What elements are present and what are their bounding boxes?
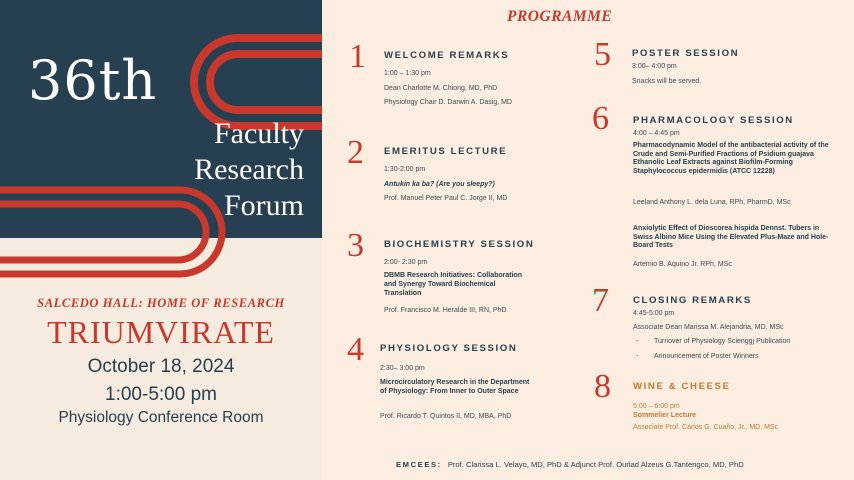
emcees-names: Prof. Clarissa L. Velayo, MD, PhD & Adjunct Prof. Ourlad Alzeus G.Tantengco, MD, PhD [447,460,744,469]
speaker: Prof. Ricardo T. Quintos II, MD, MBA, PhD [380,413,512,420]
edition-label: 36th [28,49,158,112]
item-number: 3 [347,227,364,264]
bullet-item: Turnover of Physiology Scienggj Publication [654,338,791,345]
event-time: 1:00-5:00 pm [105,384,217,405]
item-title: BIOCHEMISTRY SESSION [384,239,535,250]
emcees-line [396,460,744,469]
talk-title-2: Anxiolytic Effect of Dioscorea hispida Dennst. Tubers in Swiss Albino Mice Using the Elevated Plus-Maze and Hole-Board Tests [633,225,829,250]
item-line: Dean Charlotte M. Chiong, MD, PhD [384,85,498,92]
forum-line: Forum [223,189,304,222]
item-number: 1 [349,38,366,75]
forum-line: Research [194,153,304,186]
item-title: EMERITUS LECTURE [384,146,508,157]
speaker: Associate Prof. Carlos G. Cuaño, Jr., MD, MSc [633,424,779,431]
item-number: 5 [594,36,611,73]
item-title: WELCOME REMARKS [384,50,510,61]
bullet-item: Announcement of Poster Winners [654,353,759,360]
speaker: Associate Dean Marissa M. Alejandria, MD, MSc [633,324,784,331]
item-number: 7 [592,282,609,319]
talk-title: Pharmacodynamic Model of the antibacterial activity of the Crude and Semi-Purified Fractions of Psidium guajava Ethanolic Leaf Extracts against Biofilm-Forming Staphylococcus epidermidis (ATCC 12228) [633,142,829,175]
programme-title: PROGRAMME [507,8,613,25]
item-title: WINE & CHEESE [633,381,731,392]
theme-subtitle: SALCEDO HALL: HOME OF RESEARCH [37,296,285,310]
event-date: October 18, 2024 [87,356,235,377]
talk-title: DBMB Research Initiatives: Collaboration and Synergy Toward Biochemical Translation [384,272,523,297]
item-title: PHARMACOLOGY SESSION [633,115,794,126]
item-time: 2:00- 2:30 pm [384,259,428,266]
item-time: 1:00 – 1:30 pm [384,70,431,77]
item-number: 8 [594,368,611,405]
speaker: Leeland Anthony L. dela Luna, RPh, PharmD, MSc [633,199,791,206]
item-time: 4:00 – 4:45 pm [633,130,680,137]
speaker: Prof. Francisco M. Heralde III, RN, PhD [384,307,507,314]
speaker-2: Artemio B. Aquino Jr. RPh, MSc [633,261,732,268]
item-number: 6 [592,100,609,137]
item-note: Snacks will be served. [632,78,702,85]
event-venue: Physiology Conference Room [58,409,264,426]
item-number: 4 [347,331,364,368]
emcees-label: EMCEES: [396,460,442,469]
item-time: 4:45-5:00 pm [633,310,675,317]
item-title: CLOSING REMARKS [633,295,752,306]
bullet-dash: - [636,353,639,360]
bullet-dash: - [636,338,639,345]
forum-title [194,116,304,224]
item-line: Physiology Chair D. Darwin A. Dasig, MD [384,99,512,106]
talk-title: Sommelier Lecture [633,412,697,419]
forum-line: Faculty [214,117,304,150]
talk-title: Microcirculatory Research in the Department of Physiology: From Inner to Outer Space [380,379,530,395]
speaker: Prof. Manuel Peter Paul C. Jorge II, MD [384,195,508,202]
item-number: 2 [347,134,364,171]
item-title: POSTER SESSION [632,48,740,59]
event-title: TRIUMVIRATE [47,314,275,350]
item-time: 2:30– 3:00 pm [380,365,425,372]
item-time: 5:00 – 6:00 pm [633,403,680,410]
item-title: PHYSIOLOGY SESSION [380,343,518,354]
left-panel [0,0,322,480]
item-time: 1:30-2:00 pm [384,166,426,173]
talk-title: Antukin ka ba? (Are you sleepy?) [384,181,495,188]
item-time: 3:00– 4:00 pm [632,63,677,70]
